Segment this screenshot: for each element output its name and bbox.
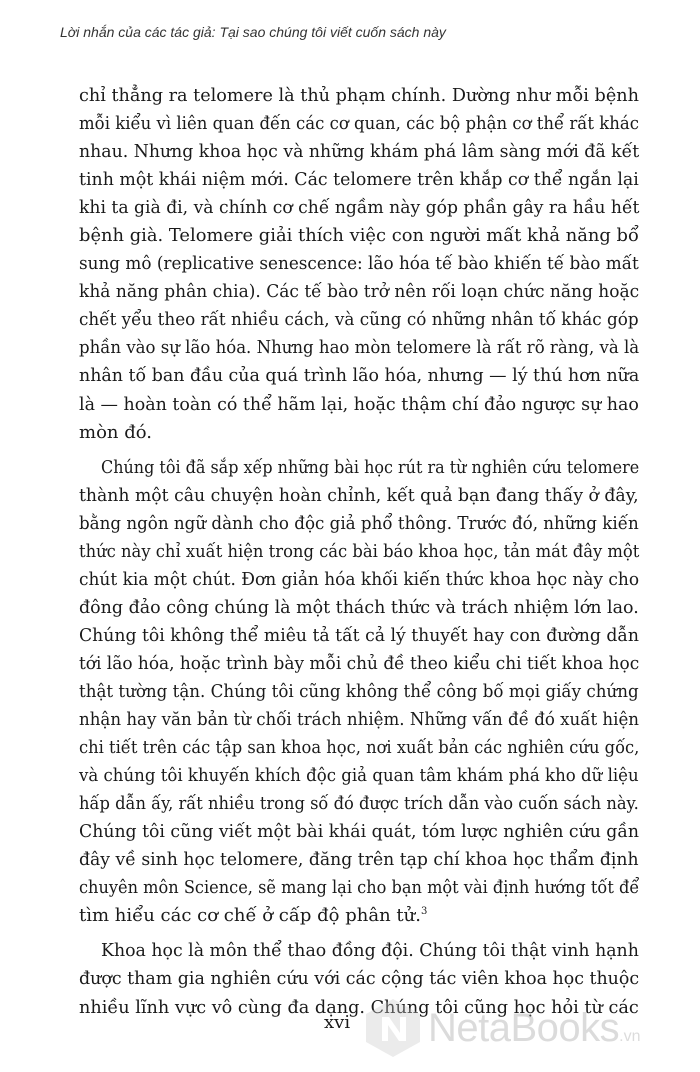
text-line [79, 902, 639, 930]
text-line: đây về sinh học telomere, đăng trên tạp chí khoa học thẩm định [79, 849, 639, 871]
text-line: thức này chỉ xuất hiện trong các bài báo khoa học, tản mát đây một [79, 540, 640, 562]
text-line: là — hoàn toàn có thể hãm lại, hoặc thậm chí đảo ngược sự hao [79, 393, 639, 415]
text-line: khả năng phân chia). Các tế bào trở nên rối loạn chức năng hoặc [79, 281, 640, 303]
text-line: chết yểu theo rất nhiều cách, và cũng có những nhân tố khác góp [79, 309, 639, 331]
text-line: chỉ thẳng ra telomere là thủ phạm chính. Dường như mỗi bệnh [79, 85, 639, 106]
text-line: chút kia một chút. Đơn giản hóa khối kiến thức khoa học này cho [79, 568, 640, 590]
text-line: Chúng tôi không thể miêu tả tất cả lý thuyết hay con đường dẫn [79, 624, 640, 646]
text-line: phần vào sự lão hóa. Nhưng hao mòn telomere là rất rõ ràng, và là [79, 337, 640, 359]
text-line: thật tường tận. Chúng tôi cũng không thể công bố mọi giấy chứng [79, 680, 639, 702]
text-line: Chúng tôi đã sắp xếp những bài học rút ra từ nghiên cứu telomere [101, 456, 640, 478]
text-line: tinh một khái niệm mới. Các telomere trên khắp cơ thể ngắn lại [79, 169, 639, 191]
text-line: đông đảo công chúng là một thách thức và trách nhiệm lớn lao. [79, 596, 639, 618]
body-text [79, 82, 639, 1022]
watermark [362, 996, 641, 1060]
text-line-content: tìm hiểu các cơ chế ở cấp độ phân tử. [79, 905, 421, 927]
text-line: hấp dẫn ấy, rất nhiều trong số đó được trích dẫn vào cuốn sách này. [79, 793, 639, 815]
text-line: Chúng tôi cũng viết một bài khái quát, tóm lược nghiên cứu gần [79, 821, 640, 843]
text-line: nhiều lĩnh vực vô cùng đa dạng. Chúng tôi cũng học hỏi từ các [79, 996, 639, 1018]
text-line: bằng ngôn ngữ dành cho độc giả phổ thông. Trước đó, những kiến [79, 512, 639, 534]
paragraph [79, 454, 639, 931]
text-line: bệnh già. Telomere giải thích việc con người mất khả năng bổ [79, 225, 639, 247]
running-head-title: Lời nhắn của các tác giả: Tại sao chúng tôi viết cuốn sách này [60, 24, 446, 40]
watermark-brand: NetaBooks [428, 1005, 620, 1050]
text-line: nhau. Nhưng khoa học và những khám phá lâm sàng mới đã kết [79, 141, 640, 163]
page-number: xvi [324, 1012, 351, 1033]
text-line: chuyên môn Science, sẽ mang lại cho bạn một vài định hướng tốt để [79, 877, 640, 899]
text-line: khi ta già đi, và chính cơ chế ngầm này góp phần gây ra hầu hết [79, 197, 640, 219]
text-line: mỗi kiểu vì liên quan đến các cơ quan, các bộ phận cơ thể rất khác [79, 113, 639, 135]
text-line: Khoa học là môn thể thao đồng đội. Chúng tôi thật vinh hạnh [101, 940, 639, 962]
watermark-suffix: .vn [619, 1028, 641, 1045]
text-line: và chúng tôi khuyến khích độc giả quan tâm khám phá kho dữ liệu [79, 765, 639, 787]
text-line: nhân tố ban đầu của quá trình lão hóa, nhưng — lý thú hơn nữa [79, 365, 640, 387]
text-line: sung mô (replicative senescence: lão hóa tế bào khiến tế bào mất [79, 253, 639, 275]
paragraph [79, 82, 639, 447]
netabooks-logo-icon [362, 997, 424, 1059]
text-line: tới lão hóa, hoặc trình bày mỗi chủ đề theo kiểu chi tiết khoa học [79, 652, 640, 674]
text-line: được tham gia nghiên cứu với các cộng tác viên khoa học thuộc [79, 968, 640, 990]
footnote-ref: 3 [420, 906, 428, 918]
text-line: nhận hay văn bản từ chối trách nhiệm. Những vấn đề đó xuất hiện [79, 709, 640, 731]
text-line: chi tiết trên các tập san khoa học, nơi xuất bản các nghiên cứu gốc, [79, 737, 640, 759]
text-line: mòn đó. [79, 421, 152, 443]
text-line: thành một câu chuyện hoàn chỉnh, kết quả bạn đang thấy ở đây, [79, 484, 639, 506]
